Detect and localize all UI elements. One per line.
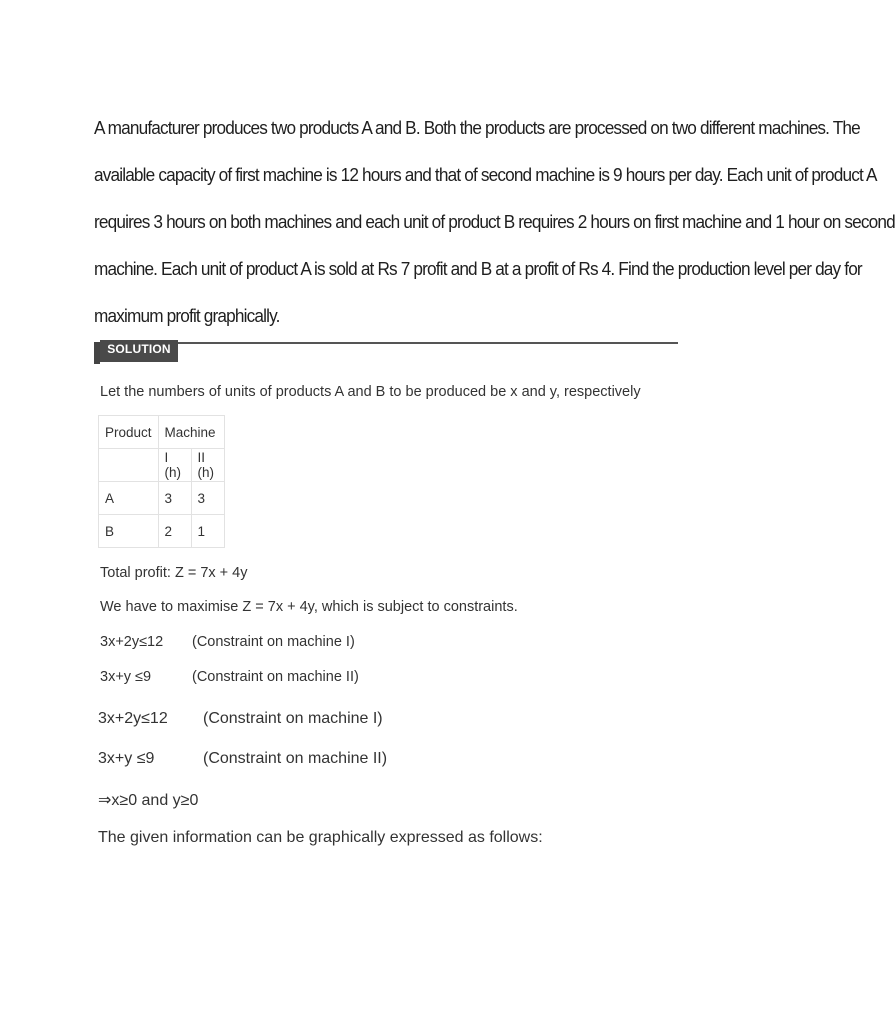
product-machine-table — [98, 415, 225, 548]
section-divider — [94, 342, 678, 344]
graph-intro: The given information can be graphically expressed as follows: — [98, 829, 543, 846]
table-header-cell: Machine — [158, 416, 224, 449]
problem-line: A manufacturer produces two products A and B. Both the products are processed on two different machines. The — [94, 117, 860, 138]
table-cell: A — [99, 482, 159, 515]
table-cell — [99, 449, 159, 482]
problem-line: machine. Each unit of product A is sold at Rs 7 profit and B at a profit of Rs 4. Find the production level per day for — [94, 258, 862, 279]
constraint-note: (Constraint on machine I) — [203, 710, 383, 727]
total-profit: Total profit: Z = 7x + 4y — [100, 565, 248, 581]
problem-statement — [94, 104, 895, 339]
constraint-note: (Constraint on machine I) — [192, 634, 355, 650]
constraint-line-large — [98, 710, 383, 728]
constraint-note: (Constraint on machine II) — [203, 750, 388, 767]
table-cell: II (h) — [191, 449, 224, 482]
constraint-line-large — [98, 750, 387, 768]
solution-badge: SOLUTION — [100, 340, 178, 362]
solution-intro: Let the numbers of units of products A and B to be produced be x and y, respectively — [100, 384, 641, 400]
table-cell: 3 — [191, 482, 224, 515]
constraint-expr: 3x+2y≤12 — [98, 710, 168, 727]
table-cell: I (h) — [158, 449, 191, 482]
non-negativity: ⇒x≥0 and y≥0 — [98, 792, 199, 809]
constraint-line — [100, 669, 359, 685]
constraint-expr: 3x+y ≤9 — [98, 750, 155, 767]
table-cell: 1 — [191, 515, 224, 548]
problem-line: requires 3 hours on both machines and each unit of product B requires 2 hours on first machine and 1 hour on second — [94, 211, 895, 232]
constraint-line — [100, 634, 355, 650]
constraint-expr: 3x+2y≤12 — [100, 634, 164, 650]
table-cell: 2 — [158, 515, 191, 548]
table-header-row — [99, 416, 225, 449]
problem-line: available capacity of first machine is 12 hours and that of second machine is 9 hours per day. Each unit of product A — [94, 164, 877, 185]
table-cell: 3 — [158, 482, 191, 515]
maximise-statement: We have to maximise Z = 7x + 4y, which is subject to constraints. — [100, 599, 518, 615]
table-subheader-row — [99, 449, 225, 482]
table-header-cell: Product — [99, 416, 159, 449]
constraint-note: (Constraint on machine II) — [192, 669, 359, 685]
table-cell: B — [99, 515, 159, 548]
problem-line: maximum profit graphically. — [94, 305, 280, 326]
table-row — [99, 482, 225, 515]
table-row — [99, 515, 225, 548]
constraint-expr: 3x+y ≤9 — [100, 669, 152, 685]
